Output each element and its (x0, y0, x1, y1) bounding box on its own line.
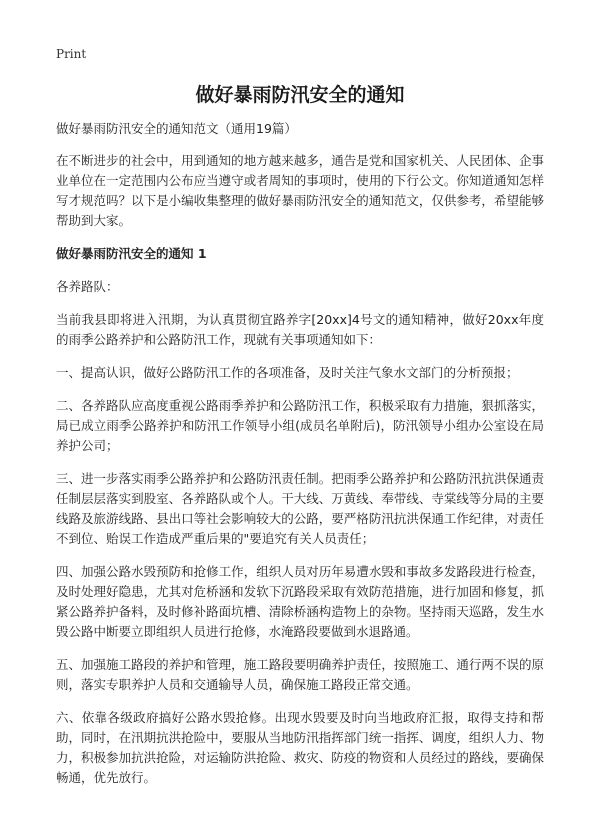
notice-item-3: 三、进一步落实雨季公路养护和公路防汛责任制。把雨季公路养护和公路防汛抗洪保通责任制层层落实到股室、各养路队或个人。干大线、万黄线、奉带线、寺棠线等分局的主要线路及旅游线路、县出口等社会影响较大的公路，要严格防汛抗洪保通工作纪律，对责任不到位、贻误工作造成严重后果的"要追究有关人员责任； (56, 471, 544, 546)
notice-item-2: 二、各养路队应高度重视公路雨季养护和公路防汛工作，积极采取有力措施，狠抓落实，局已成立雨季公路养护和防汛工作领导小组(成员名单附后)，防汛领导小组办公室设在局养护公司； (56, 398, 544, 453)
notice-item-4: 四、加强公路水毁预防和抢修工作，组织人员对历年易遭水毁和事故多发路段进行检查，及时处理好隐患，尤其对危桥涵和发软下沉路段采取有效防范措施，进行加固和修复，抓紧公路养护备料，及时修补路面坑槽、清除桥涵构造物上的杂物。坚持雨天巡路，发生水毁公路中断要立即组织人员进行抢修，水淹路段要做到水退路通。 (56, 564, 544, 639)
notice-item-6: 六、依靠各级政府搞好公路水毁抢修。出现水毁要及时向当地政府汇报，取得支持和帮助，同时，在汛期抗洪抢险中，要服从当地防汛指挥部门统一指挥、调度，组织人力、物力，积极参加抗洪抢险，对运输防洪抢险、救灾、防疫的物资和人员经过的路线，要确保畅通，优先放行。 (56, 710, 544, 785)
section-heading: 做好暴雨防汛安全的通知 1 (56, 246, 207, 261)
document-subtitle: 做好暴雨防汛安全的通知范文（通用19篇） (56, 121, 297, 136)
print-link[interactable]: Print (56, 47, 87, 61)
intro-paragraph: 在不断进步的社会中，用到通知的地方越来越多，通告是党和国家机关、人民团体、企事业单位在一定范围内公布应当遵守或者周知的事项时，使用的下行公文。你知道通知怎样写才规范吗？以下是小编收集整理的做好暴雨防汛安全的通知范文，仅供参考，希望能够帮助到大家。 (56, 153, 544, 228)
page-title: 做好暴雨防汛安全的通知 (195, 84, 405, 106)
notice-item-1: 一、提高认识，做好公路防汛工作的各项准备，及时关注气象水文部门的分析预报； (56, 365, 519, 380)
notice-item-5: 五、加强施工路段的养护和管理，施工路段要明确养护责任，按照施工、通行两不误的原则，落实专职养护人员和交通输导人员，确保施工路段正常交通。 (56, 657, 544, 692)
salutation: 各养路队： (56, 279, 119, 294)
opening-paragraph: 当前我县即将进入汛期，为认真贯彻宜路养字[20xx]4号文的通知精神，做好20xx年度的雨季公路养护和公路防汛工作，现就有关事项通知如下： (56, 312, 544, 347)
